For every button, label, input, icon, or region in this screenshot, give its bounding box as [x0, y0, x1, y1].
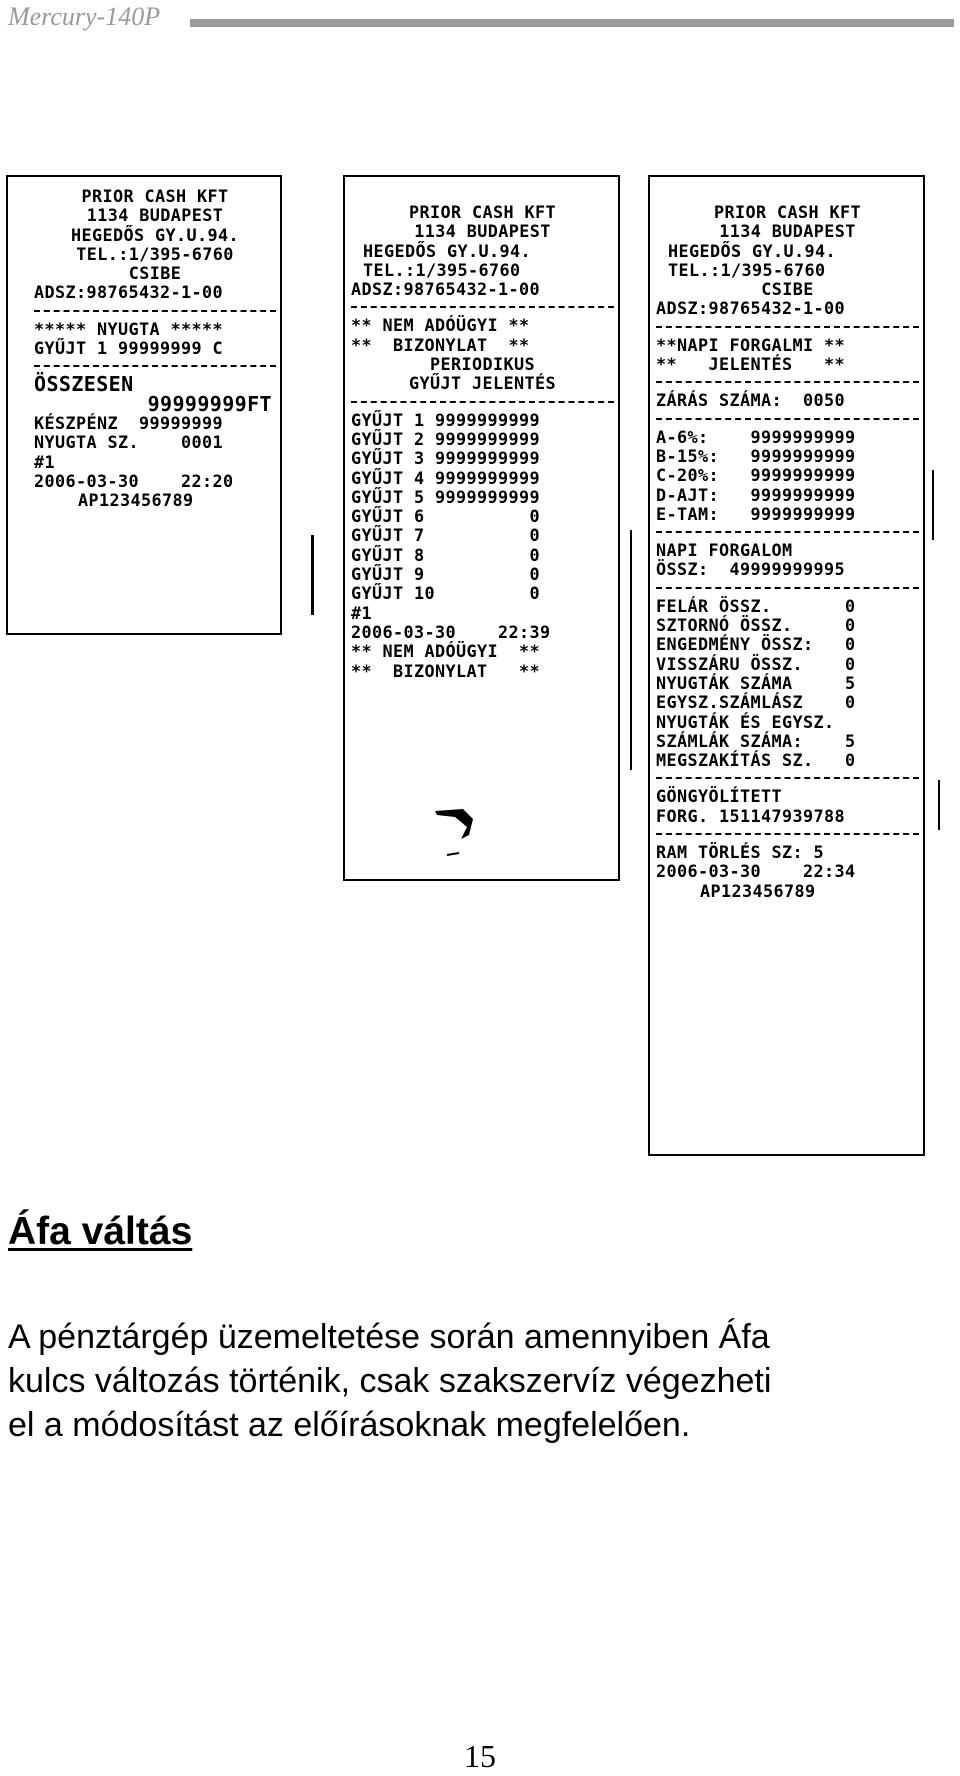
receipt-line: ** JELENTÉS ** — [656, 354, 846, 375]
receipt-line: 2006-03-30 22:20 — [34, 470, 234, 491]
receipt-line: A-6%: 9999999999 — [656, 426, 856, 447]
dashed-rule — [656, 587, 919, 589]
receipt-line: SZTORNÓ ÖSSZ. 0 — [656, 615, 856, 636]
receipt-line: ***** NYUGTA ***** — [34, 318, 224, 339]
receipt-line: CSIBE — [128, 263, 182, 284]
receipt-line: ** BIZONYLAT ** — [351, 334, 530, 355]
receipt-line: GYŰJT 5 9999999999 — [351, 486, 541, 507]
receipt-line: TEL.:1/395-6760 — [668, 259, 826, 280]
receipt-line: TEL.:1/395-6760 — [76, 243, 234, 264]
receipt-line: TEL.:1/395-6760 — [363, 259, 521, 280]
receipt-line: NYUGTÁK SZÁMA 5 — [656, 672, 856, 693]
dashed-rule — [656, 777, 919, 779]
dashed-rule — [656, 833, 919, 835]
receipt-line: B-15%: 9999999999 — [656, 445, 856, 466]
scan-artifact — [311, 535, 314, 615]
dashed-rule — [656, 381, 919, 383]
receipt-line: GYŰJT 8 0 — [351, 544, 541, 565]
receipt-content — [650, 177, 923, 901]
receipt-line: CSIBE — [761, 279, 814, 300]
receipt-line: KÉSZPÉNZ 99999999 — [34, 412, 224, 433]
receipt-daily-report — [648, 175, 925, 1156]
receipt-line: EGYSZ.SZÁMLÁSZ 0 — [656, 692, 856, 713]
section-title: Áfa váltás — [8, 1210, 193, 1253]
receipt-line: ADSZ:98765432-1-00 — [34, 282, 224, 303]
receipt-line: PRIOR CASH KFT — [713, 202, 862, 222]
paragraph-line: el a módosítást az előírásoknak megfelelően. — [8, 1406, 691, 1444]
receipt-line: NYUGTÁK ÉS EGYSZ. — [656, 711, 835, 732]
receipt-sample-sale — [6, 175, 282, 635]
receipt-total-label: ÖSSZESEN — [34, 372, 134, 397]
receipt-line: 1134 BUDAPEST — [719, 221, 856, 242]
receipt-line: GYŰJT 1 9999999999 — [351, 409, 541, 430]
receipt-line: ** NEM ADÓÜGYI ** — [351, 641, 541, 662]
receipt-line: E-TAM: 9999999999 — [656, 503, 856, 524]
receipt-line: RAM TÖRLÉS SZ: 5 — [656, 842, 825, 863]
paragraph-line: A pénztárgép üzemeltetése során amennyiben Áfa — [8, 1318, 770, 1356]
section-paragraph — [8, 1315, 958, 1447]
receipt-total-value: 99999999FT — [147, 391, 272, 416]
page-number: 15 — [464, 1738, 496, 1774]
receipt-line: GYŰJT 9 0 — [351, 564, 541, 585]
scan-artifact — [932, 470, 934, 540]
receipt-line: GYŰJT 4 9999999999 — [351, 467, 541, 488]
receipt-line: 1134 BUDAPEST — [414, 221, 551, 242]
dashed-rule — [656, 326, 919, 328]
receipt-periodic-report — [343, 175, 620, 881]
paragraph-line: kulcs változás történik, csak szakszervíz végezheti — [8, 1362, 772, 1400]
receipt-line: ADSZ:98765432-1-00 — [656, 298, 846, 319]
receipt-line: 2006-03-30 22:39 — [351, 621, 551, 642]
receipt-line: ENGEDMÉNY ÖSSZ: 0 — [656, 634, 856, 655]
receipt-line: HEGEDŐS GY.U.94. — [70, 224, 240, 245]
receipt-line: ** NEM ADÓÜGYI ** — [351, 315, 530, 336]
receipt-line: **NAPI FORGALMI ** — [656, 334, 846, 355]
receipt-line: FELÁR ÖSSZ. 0 — [656, 595, 856, 616]
receipt-line: ** BIZONYLAT ** — [351, 660, 541, 681]
receipt-line: PERIODIKUS — [429, 354, 536, 375]
receipt-line: FORG. 151147939788 — [656, 805, 846, 826]
paper-tear-mark — [433, 805, 483, 865]
dashed-rule — [351, 306, 614, 308]
receipt-content — [345, 177, 618, 681]
receipt-line: GYŰJT 10 0 — [351, 583, 541, 604]
receipt-line: 2006-03-30 22:34 — [656, 861, 856, 882]
receipt-line: MEGSZAKÍTÁS SZ. 0 — [656, 750, 856, 771]
receipt-line: GYŰJT 6 0 — [351, 506, 541, 527]
dashed-rule — [656, 531, 919, 533]
receipt-line: VISSZÁRU ÖSSZ. 0 — [656, 653, 856, 674]
dashed-rule — [34, 365, 276, 367]
scan-artifact — [938, 780, 940, 830]
receipt-content — [8, 177, 280, 510]
receipt-line: D-AJT: 9999999999 — [656, 484, 856, 505]
receipt-line: HEGEDŐS GY.U.94. — [668, 240, 837, 261]
scan-artifact — [630, 530, 632, 770]
receipt-line: C-20%: 9999999999 — [656, 465, 856, 486]
receipt-line: HEGEDŐS GY.U.94. — [363, 240, 532, 261]
receipt-line: SZÁMLÁK SZÁMA: 5 — [656, 730, 856, 751]
receipt-line: ÖSSZ: 49999999995 — [656, 559, 846, 580]
receipt-line: GYŰJT 2 9999999999 — [351, 428, 541, 449]
dashed-rule — [34, 310, 276, 312]
dashed-rule — [656, 418, 919, 420]
receipt-line: GYŰJT 3 9999999999 — [351, 448, 541, 469]
receipt-line: GYŰJT 7 0 — [351, 525, 541, 546]
receipt-line: AP123456789 — [78, 490, 194, 511]
dashed-rule — [351, 401, 614, 403]
receipt-line: AP123456789 — [700, 880, 816, 901]
header-rule — [190, 19, 954, 27]
receipt-line: #1 — [34, 451, 56, 472]
receipt-line: PRIOR CASH KFT — [81, 186, 229, 206]
receipt-line: GÖNGYÖLÍTETT — [656, 786, 783, 807]
receipt-line: ADSZ:98765432-1-00 — [351, 279, 541, 300]
receipt-line: NAPI FORGALOM — [656, 540, 793, 561]
receipt-line: 1134 BUDAPEST — [86, 205, 224, 226]
document-header-title: Mercury-140P — [8, 2, 161, 31]
receipt-line: ZÁRÁS SZÁMA: 0050 — [656, 390, 846, 411]
receipt-line: GYŰJT JELENTÉS — [408, 373, 557, 394]
receipt-line: NYUGTA SZ. 0001 — [34, 432, 224, 453]
receipt-line: #1 — [351, 602, 373, 623]
receipt-line: PRIOR CASH KFT — [408, 202, 557, 222]
receipt-line: GYŰJT 1 99999999 C — [34, 338, 224, 359]
